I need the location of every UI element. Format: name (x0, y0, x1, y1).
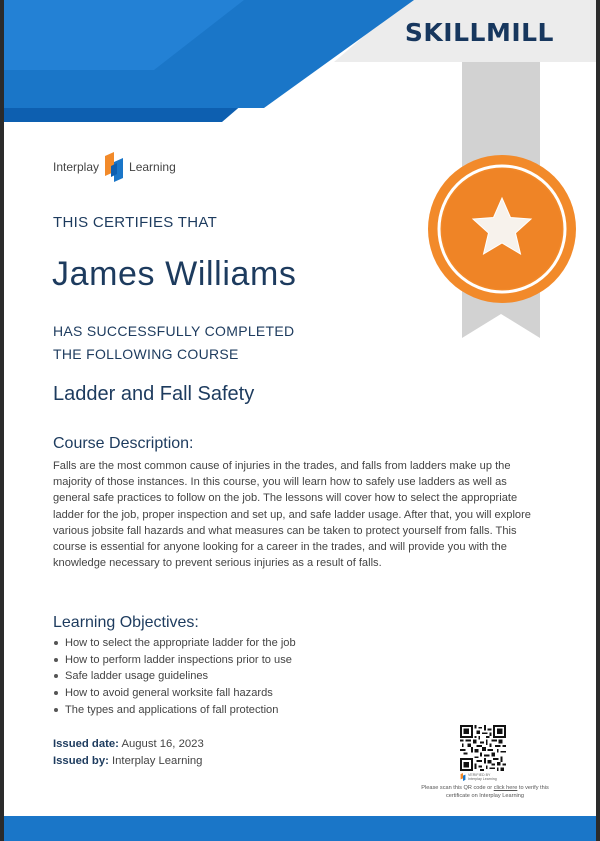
issued-by-row (53, 753, 204, 770)
qr-brand-line-2: Interplay Learning (468, 777, 497, 781)
interplay-logo (53, 151, 176, 183)
description-body: Falls are the most common cause of injuries in the trades, and falls from ladders make up the majority of those instances. In this course, you will learn how to safely use ladders as well as general safe practices to follow on the job. The lessons will cover how to select the appropriate ladder for the job, proper inspection and set up, and safe ladder usage. After that, you will explore various jobsite fall hazards and what measures can be taken to protect yourself from falls. This course is essential for anyone looking for a career in the trades, and will provide you with the knowledge necessary to prevent serious injuries as a result of falls. (53, 460, 531, 570)
skillmill-brand: SKILLMILL (404, 18, 554, 47)
objectives-heading: Learning Objectives: (53, 614, 199, 631)
completion-line-1: HAS SUCCESSFULLY COMPLETED (53, 323, 295, 339)
verify-link[interactable]: click here (493, 785, 518, 791)
objective-item: How to select the appropriate ladder for the job (53, 635, 296, 652)
footer-bar (4, 816, 596, 841)
course-title: Ladder and Fall Safety (53, 383, 255, 405)
certifies-label: THIS CERTIFIES THAT (53, 214, 218, 231)
interplay-mini-logo-icon (460, 773, 466, 781)
objective-item: How to perform ladder inspections prior to use (53, 652, 296, 669)
objectives-list (53, 635, 296, 719)
objective-item: Safe ladder usage guidelines (53, 668, 296, 685)
issued-date-label: Issued date: (53, 738, 119, 750)
note-suffix: to verify this certificate on Interplay Learning (445, 785, 549, 799)
qr-code-icon[interactable] (460, 725, 506, 771)
objective-item: The types and applications of fall protection (53, 702, 296, 719)
issued-date-value: August 16, 2023 (121, 738, 204, 750)
issued-by-value: Interplay Learning (112, 754, 203, 767)
issued-date-row (53, 736, 204, 753)
logo-text-right: Learning (129, 160, 176, 174)
issue-details (53, 736, 204, 769)
qr-brand-line-1: VERIFIED BY (468, 773, 491, 777)
note-prefix: Please scan this QR code or (421, 785, 493, 791)
qr-brand-text (468, 773, 497, 781)
completion-statement (53, 320, 294, 366)
verification-note (416, 785, 554, 800)
interplay-logo-icon (103, 152, 125, 182)
description-heading: Course Description: (53, 435, 194, 452)
logo-text-left: Interplay (53, 160, 100, 174)
objective-item: How to avoid general worksite fall hazards (53, 685, 296, 702)
star-medal-icon (428, 155, 576, 303)
recipient-name: James Williams (52, 255, 297, 293)
completion-line-2: THE FOLLOWING COURSE (53, 346, 239, 362)
qr-brand (460, 773, 497, 781)
certificate-page (4, 0, 596, 841)
issued-by-label: Issued by: (53, 754, 109, 767)
